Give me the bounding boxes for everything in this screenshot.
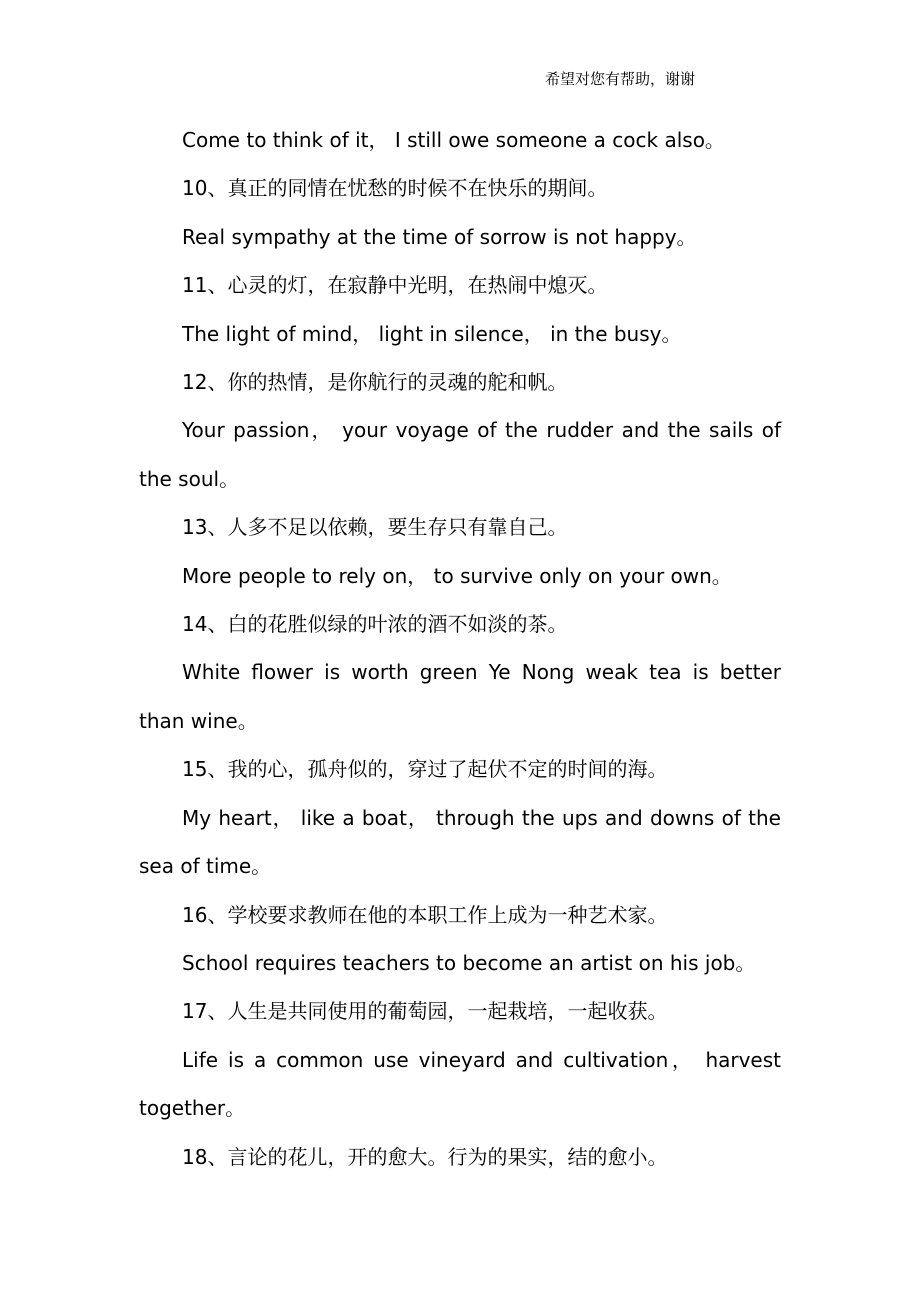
paragraph: 10、真正的同情在忧愁的时候不在快乐的期间。 (182, 176, 608, 201)
paragraph: 13、人多不足以依赖，要生存只有靠自己。 (182, 515, 568, 540)
paragraph: The light of mind， light in silence， in the busy。 (182, 321, 682, 346)
paragraph: White flower is worth green Ye Nong weak tea is better than wine。 (139, 660, 781, 733)
paragraph: 16、学校要求教师在他的本职工作上成为一种艺术家。 (182, 902, 668, 927)
paragraph: My heart， like a boat， through the ups and downs of the sea of time。 (139, 805, 781, 879)
paragraph: More people to rely on， to survive only on your own。 (182, 563, 732, 588)
paragraph: 17、人生是共同使用的葡萄园，一起栽培，一起收获。 (182, 999, 668, 1024)
document-body (139, 116, 781, 1181)
paragraph: 14、白的花胜似绿的叶浓的酒不如淡的茶。 (182, 612, 568, 637)
paragraph: School requires teachers to become an artist on his job。 (182, 950, 756, 975)
paragraph: Your passion， your voyage of the rudder and the sails of the soul。 (139, 418, 781, 491)
paragraph: 11、心灵的灯，在寂静中光明，在热闹中熄灭。 (182, 273, 608, 298)
paragraph: 15、我的心，孤舟似的，穿过了起伏不定的时间的海。 (182, 757, 668, 782)
header-note: 希望对您有帮助，谢谢 (545, 70, 696, 88)
paragraph: 18、言论的花儿，开的愈大。行为的果实，结的愈小。 (182, 1144, 668, 1169)
paragraph: 12、你的热情，是你航行的灵魂的舵和帆。 (182, 370, 568, 395)
paragraph: Real sympathy at the time of sorrow is not happy。 (182, 224, 697, 249)
paragraph: Life is a common use vineyard and cultivation， harvest together。 (139, 1047, 781, 1121)
paragraph: Come to think of it， I still owe someone a cock also。 (182, 128, 725, 152)
